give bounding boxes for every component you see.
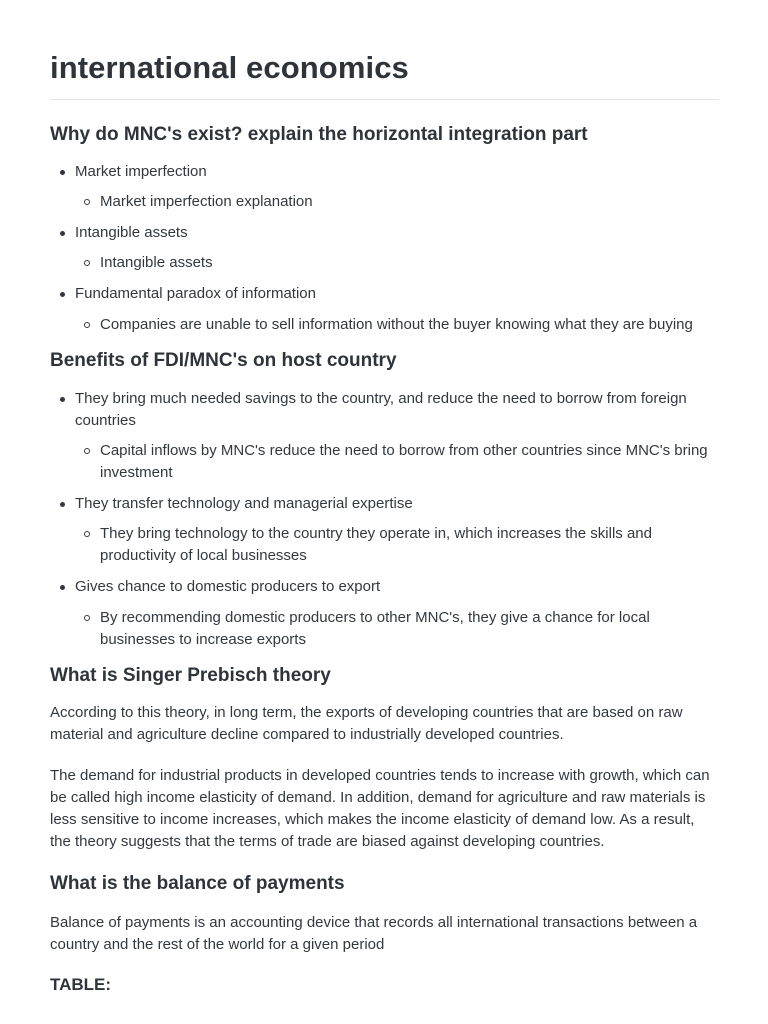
- list-item: [50, 388, 718, 432]
- sub-list-item-text: Capital inflows by MNC's reduce the need to borrow from other countries since MNC's bring investment: [100, 442, 708, 481]
- list-item: [50, 576, 718, 598]
- section-heading-fdi-benefits: Benefits of FDI/MNC's on host country: [50, 350, 397, 371]
- sub-list-item: [50, 252, 718, 274]
- list-item: [50, 222, 718, 244]
- title-divider: [50, 99, 719, 100]
- sub-list-item: [50, 607, 718, 651]
- mnc-exist-list: [50, 161, 718, 336]
- section-heading-balance-of-payments: What is the balance of payments: [50, 873, 345, 894]
- paragraph: The demand for industrial products in developed countries tends to increase with growth, which can be called high income elasticity of demand. In addition, demand for agriculture and raw materials is less sensitive to income increases, which makes the income elasticity of demand low. As a result, the theory suggests that the terms of trade are biased against developing countries.: [50, 767, 710, 850]
- section-heading-singer-prebisch: What is Singer Prebisch theory: [50, 665, 331, 686]
- bullet-icon: [60, 585, 65, 590]
- sub-list-item: [50, 314, 718, 336]
- circle-bullet-icon: [84, 531, 90, 537]
- bullet-icon: [60, 170, 65, 175]
- sub-list-item-text: Intangible assets: [100, 254, 213, 271]
- sub-list-item: [50, 191, 718, 213]
- bullet-icon: [60, 231, 65, 236]
- sub-list-item-text: By recommending domestic producers to other MNC's, they give a chance for local businesses to increase exports: [100, 609, 650, 648]
- fdi-benefits-list: [50, 388, 718, 651]
- circle-bullet-icon: [84, 260, 90, 266]
- bullet-icon: [60, 502, 65, 507]
- sub-list-item-text: Market imperfection explanation: [100, 193, 313, 210]
- sub-list-item-text: They bring technology to the country they operate in, which increases the skills and productivity of local businesses: [100, 525, 652, 564]
- list-item: [50, 283, 718, 305]
- sub-list-item: [50, 523, 718, 567]
- list-item-text: Fundamental paradox of information: [75, 285, 316, 302]
- sub-list-item-text: Companies are unable to sell information without the buyer knowing what they are buying: [100, 316, 693, 333]
- list-item-text: Market imperfection: [75, 163, 207, 180]
- circle-bullet-icon: [84, 615, 90, 621]
- table-label: TABLE:: [50, 975, 112, 994]
- paragraph: Balance of payments is an accounting device that records all international transactions between a country and the rest of the world for a given period: [50, 914, 698, 953]
- sub-list-item: [50, 440, 718, 484]
- circle-bullet-icon: [84, 322, 90, 328]
- circle-bullet-icon: [84, 199, 90, 205]
- list-item-text: Intangible assets: [75, 224, 188, 241]
- paragraph: According to this theory, in long term, the exports of developing countries that are based on raw material and agriculture decline compared to industrially developed countries.: [50, 704, 683, 743]
- bullet-icon: [60, 292, 65, 297]
- list-item-text: They transfer technology and managerial expertise: [75, 495, 413, 512]
- circle-bullet-icon: [84, 448, 90, 454]
- list-item: [50, 161, 718, 183]
- list-item-text: Gives chance to domestic producers to export: [75, 578, 381, 595]
- bullet-icon: [60, 397, 65, 402]
- list-item: [50, 493, 718, 515]
- section-heading-mnc-exist: Why do MNC's exist? explain the horizontal integration part: [50, 124, 588, 145]
- list-item-text: They bring much needed savings to the country, and reduce the need to borrow from foreign countries: [75, 390, 687, 429]
- page-title: international economics: [50, 50, 409, 85]
